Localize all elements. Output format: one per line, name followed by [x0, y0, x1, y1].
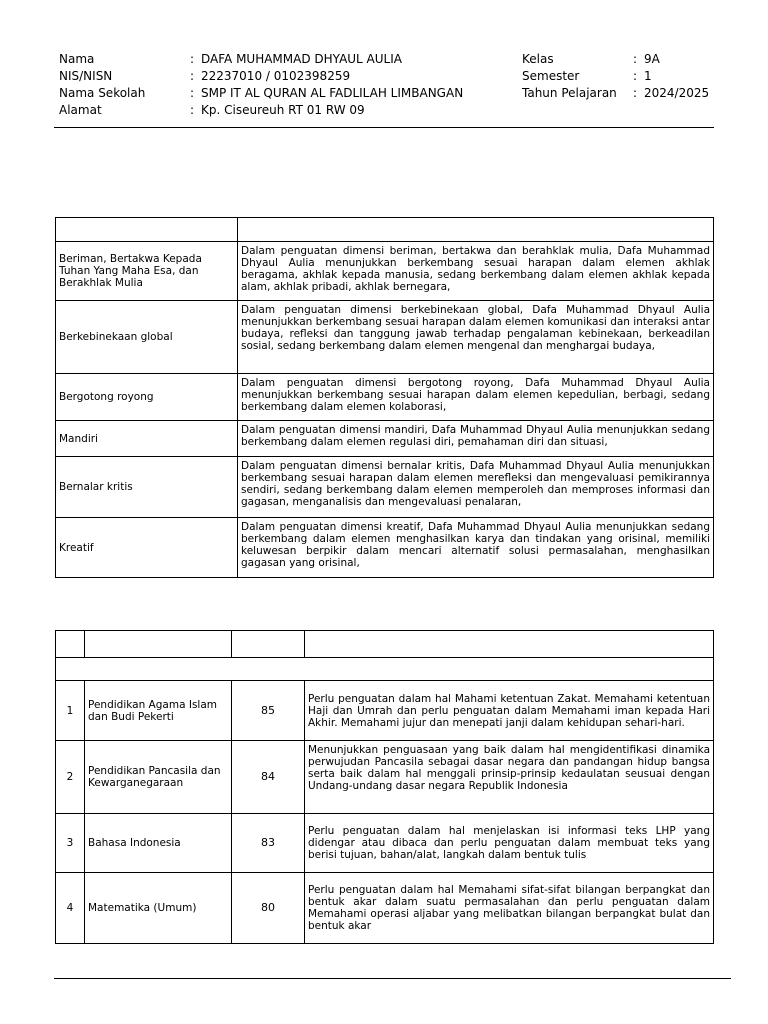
dimension-name: Beriman, Bertakwa Kepada Tuhan Yang Maha Esa, dan Berakhlak Mulia [56, 242, 238, 301]
dimension-description: Dalam penguatan dimensi kreatif, Dafa Muhammad Dhyaul Aulia menunjukkan sedang berkembang dalam elemen menghasilkan karya dan tindakan yang orisinal, memiliki keluwesan berpikir dalam mencari alternatif solusi permasalahan, menghasilkan gagasan yang orisinal, [238, 518, 714, 578]
kelas-value: 9A [644, 52, 660, 66]
table-header-row [56, 218, 714, 242]
sekolah-value: SMP IT AL QURAN AL FADLILAH LIMBANGAN [201, 86, 464, 100]
header-cell [305, 631, 714, 658]
subject-score: 84 [232, 741, 305, 814]
dimension-description: Dalam penguatan dimensi bergotong royong, Dafa Muhammad Dhyaul Aulia menunjukkan berkembang sesuai harapan dalam elemen kepedulian, berbagi, sedang berkembang dalam elemen kolaborasi, [238, 374, 714, 421]
colon: : [190, 69, 195, 83]
subject-score: 85 [232, 681, 305, 741]
dimension-description: Dalam penguatan dimensi berkebinekaan global, Dafa Muhammad Dhyaul Aulia menunjukkan berkembang sesuai harapan dalam elemen komunikasi dan interaksi antar budaya, refleksi dan tanggung jawab terhadap pengalaman kebinekaan, berkeadilan sosial, sedang berkembang dalam elemen mengenal dan menghargai budaya, [238, 301, 714, 374]
dimension-name: Bergotong royong [56, 374, 238, 421]
group-row [56, 658, 714, 681]
table-row [56, 242, 714, 301]
subject-score: 80 [232, 873, 305, 944]
subject-name: Matematika (Umum) [85, 873, 232, 944]
field-sekolah [59, 85, 463, 102]
alamat-value: Kp. Ciseureuh RT 01 RW 09 [201, 103, 365, 117]
semester-label: Semester [522, 69, 580, 83]
dimension-name: Kreatif [56, 518, 238, 578]
table-row [56, 457, 714, 518]
table-row [56, 814, 714, 873]
nis-value: 22237010 / 0102398259 [201, 69, 351, 83]
field-nis [59, 68, 463, 85]
dimension-description: Dalam penguatan dimensi mandiri, Dafa Muhammad Dhyaul Aulia menunjukkan sedang berkembang dalam elemen regulasi diri, pemahaman diri dan situasi, [238, 421, 714, 457]
field-semester [522, 68, 709, 85]
profil-pelajar-table [55, 217, 714, 578]
colon: : [190, 52, 195, 66]
field-kelas [522, 51, 709, 68]
table-row [56, 421, 714, 457]
table-row [56, 374, 714, 421]
dimension-description: Dalam penguatan dimensi bernalar kritis, Dafa Muhammad Dhyaul Aulia menunjukkan berkembang sesuai harapan dalam elemen merefleksi dan mengevaluasi pemikirannya sendiri, sedang berkembang dalam elemen memperoleh dan memproses informasi dan gagasan, menganalisis dan mengevaluasi penalaran, [238, 457, 714, 518]
subject-description: Perlu penguatan dalam hal Mahami ketentuan Zakat. Memahami ketentuan Haji dan Umrah dan perlu penguatan dalam Memahami iman kepada Hari Akhir. Memahami jujur dan menepati janji dalam kehidupan sehari-hari. [305, 681, 714, 741]
group-cell [56, 658, 714, 681]
tahun-value: 2024/2025 [644, 86, 710, 100]
semester-value: 1 [644, 69, 652, 83]
nilai-table [55, 630, 714, 944]
tahun-label: Tahun Pelajaran [522, 86, 617, 100]
subject-description: Perlu penguatan dalam hal Memahami sifat-sifat bilangan berpangkat dan bentuk akar dalam suatu permasalahan dan perlu penguatan dalam Memahami operasi aljabar yang melibatkan bilangan berpangkat bulat dan bentuk akar [305, 873, 714, 944]
subject-description: Perlu penguatan dalam hal menjelaskan isi informasi teks LHP yang didengar atau dibaca dan perlu penguatan dalam membuat teks yang berisi tujuan, bahan/alat, langkah dalam bentuk tulis [305, 814, 714, 873]
table-row [56, 681, 714, 741]
dimension-description: Dalam penguatan dimensi beriman, bertakwa dan berahklak mulia, Dafa Muhammad Dhyaul Aulia menunjukkan berkembang sesuai harapan dalam elemen akhlak beragama, akhlak kepada manusia, sedang berkembang dalam elemen akhlak kepada alam, akhlak pribadi, akhlak bernegara, [238, 242, 714, 301]
row-number: 3 [56, 814, 85, 873]
student-info-left [59, 51, 463, 119]
table-header-row [56, 631, 714, 658]
colon: : [190, 103, 195, 117]
dimension-name: Mandiri [56, 421, 238, 457]
colon: : [633, 52, 638, 66]
field-alamat [59, 102, 463, 119]
kelas-label: Kelas [522, 52, 554, 66]
table-row [56, 741, 714, 814]
dimension-name: Berkebinekaan global [56, 301, 238, 374]
dimension-name: Bernalar kritis [56, 457, 238, 518]
table-row [56, 518, 714, 578]
subject-description: Menunjukkan penguasaan yang baik dalam hal mengidentifikasi dinamika perwujudan Pancasila sebagai dasar negara dan pandangan hidup bangsa serta baik dalam hal menggali prinsip-prinsip kedaulatan seusuai dengan Undang-undang dasar negara Republik Indonesia [305, 741, 714, 814]
row-number: 4 [56, 873, 85, 944]
subject-name: Pendidikan Pancasila dan Kewarganegaraan [85, 741, 232, 814]
row-number: 1 [56, 681, 85, 741]
footer-divider [54, 978, 731, 979]
table-row [56, 873, 714, 944]
alamat-label: Alamat [59, 103, 102, 117]
table-row [56, 301, 714, 374]
header-cell [56, 631, 85, 658]
colon: : [190, 86, 195, 100]
field-tahun [522, 85, 709, 102]
subject-name: Bahasa Indonesia [85, 814, 232, 873]
header-cell [56, 218, 238, 242]
header-cell [238, 218, 714, 242]
sekolah-label: Nama Sekolah [59, 86, 146, 100]
colon: : [633, 86, 638, 100]
header-cell [85, 631, 232, 658]
header-cell [232, 631, 305, 658]
subject-score: 83 [232, 814, 305, 873]
student-info-right [522, 51, 709, 102]
nama-label: Nama [59, 52, 95, 66]
nis-label: NIS/NISN [59, 69, 113, 83]
field-nama [59, 51, 463, 68]
header-divider [54, 127, 714, 128]
colon: : [633, 69, 638, 83]
nama-value: DAFA MUHAMMAD DHYAUL AULIA [201, 52, 402, 66]
row-number: 2 [56, 741, 85, 814]
subject-name: Pendidikan Agama Islam dan Budi Pekerti [85, 681, 232, 741]
